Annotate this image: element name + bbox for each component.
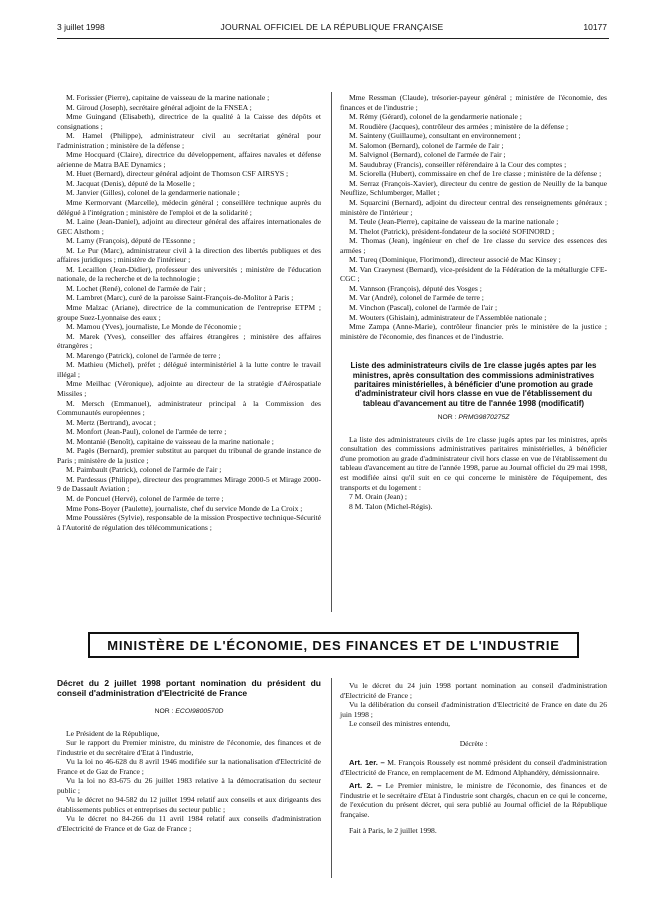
appointee-entry: M. Jacquat (Denis), député de la Moselle ; [66, 178, 195, 188]
appointee-entry: M. Pagès (Bernard), premier substitut au parquet du tribunal de grande instance de Paris ; ministère de la justice ; [57, 446, 321, 465]
appointee-entry: M. de Poncuel (Hervé), colonel de l'armée de terre ; [66, 493, 224, 503]
decree-article-2 [340, 781, 607, 819]
appointee-entry: M. Marengo (Patrick), colonel de l'armée de terre ; [66, 350, 221, 360]
header-rule [57, 38, 609, 39]
header-page-number: 10177 [583, 22, 607, 32]
appointee-entry: M. Forissier (Pierre), capitaine de vaisseau de la marine nationale ; [66, 93, 270, 102]
appointee-entry: M. Salomon (Bernard), colonel de l'armée de l'air ; [349, 140, 504, 150]
appointee-entry: M. Mathieu (Michel), préfet ; délégué interministériel à la lutte contre le travail illégal ; [57, 360, 321, 379]
appointee-entry: Mme Zampa (Anne-Marie), contrôleur financier près le ministère de la justice ; ministère de l'économie, des finances et de l'industrie. [340, 322, 607, 341]
decree-title: Décret du 2 juillet 1998 portant nomination du président du conseil d'administration d'Electricité de France [57, 678, 321, 698]
list-title: Liste des administrateurs civils de 1re classe jugés aptes par les ministres, après consultation des commissions administratives paritaires ministérielles, à bénéficier d'une promotion au grade d'administrateur civil hors classe en vue de l'établissement du tableau d'avancement au titre de l'année 1998 (modificatif) [350, 361, 597, 408]
column-1-list [57, 93, 321, 532]
appointee-entry: M. Thelot (Patrick), président-fondateur de la société SOFINORD ; [349, 226, 555, 236]
appointee-entry: M. Janvier (Gilles), colonel de la gendarmerie nationale ; [66, 188, 240, 198]
appointee-entry: M. Mertz (Bertrand), avocat ; [66, 417, 156, 427]
appointee-entry: Mme Guingand (Elisabeth), directrice de la qualité à la Caisse des dépôts et consignations ; [57, 112, 321, 131]
appointee-entry: M. Laine (Jean-Daniel), adjoint au directeur général des affaires internationales de GEC Alsthom ; [57, 217, 321, 236]
list-entry: 8 M. Talon (Michel-Régis). [349, 501, 433, 511]
appointee-entry: Mme Poussières (Sylvie), responsable de la mission Prospective technique-Sécurité à l'Autorité de régulation des télécommunications ; [57, 513, 321, 532]
decree-left-column [57, 678, 321, 834]
decree-decrete: Décrète : [459, 738, 488, 748]
appointee-entry: M. Huet (Bernard), directeur général adjoint de Thomson CSF AIRSYS ; [66, 169, 289, 179]
list-nor-code: PRMG9870275Z [458, 414, 510, 422]
appointee-entry: M. Wouters (Ghislain), administrateur de l'Assemblée nationale ; [349, 312, 547, 322]
appointee-entry: M. Tureq (Dominique, Florimond), directeur associé de Mac Kinsey ; [349, 255, 561, 265]
decree-nor-label: NOR : [154, 708, 174, 715]
list-nor-label: NOR : [437, 414, 457, 422]
decree-recital: Vu le décret no 84-266 du 11 avril 1984 relatif aux conseils d'administration d'Electricité de France et de Gaz de France ; [57, 814, 321, 834]
column-divider [331, 678, 332, 878]
list-nor [340, 413, 607, 423]
appointee-entry: M. Teule (Jean-Pierre), capitaine de vaisseau de la marine nationale ; [349, 217, 559, 227]
article-2-label: Art. 2. – [349, 781, 382, 791]
appointee-entry: Mme Ressman (Claude), trésorier-payeur général ; ministère de l'économie, des finances et de l'industrie ; [340, 93, 607, 112]
header-journal-title: JOURNAL OFFICIEL DE LA RÉPUBLIQUE FRANÇAISE [220, 22, 444, 32]
page-header [57, 22, 607, 36]
appointee-entry: M. Var (André), colonel de l'armée de terre ; [349, 293, 484, 303]
article-2-text: Le Premier ministre, le ministre de l'économie, des finances et de l'industrie et le secrétaire d'Etat à l'industrie sont chargés, chacun en ce qui le concerne, de l'exécution du présent décret, qui sera publié au Journal officiel de la République française. [340, 781, 607, 820]
decree-nor [57, 707, 321, 717]
appointee-entry: M. Thomas (Jean), ingénieur en chef de 1re classe du service des essences des armées ; [340, 236, 607, 255]
appointee-entry: M. Mersch (Emmanuel), administrateur principal à la Commission des Communautés européennes ; [57, 398, 321, 418]
appointee-entry: Mme Kermorvant (Marcelle), médecin général ; conseillère technique auprès du délégué à l'intégration ; ministère de l'emploi et de la solidarité ; [57, 198, 321, 217]
appointee-entry: M. Montanié (Benoît), capitaine de vaisseau de la marine nationale ; [66, 436, 274, 446]
column-2-list [340, 93, 607, 511]
list-body: La liste des administrateurs civils de 1re classe jugés aptes par les ministres, après consultation des commissions administratives paritaires ministérielles, à bénéficier d'une promotion au grade d'administrateur civil hors classe en vue de l'établissement du tableau d'avancement au titre de l'année 1998, parue au Journal officiel du 29 mai 1998, est modifiée ainsi qu'il suit en ce qui concerne le ministère de l'équipement, des transports et du logement : [340, 434, 607, 492]
appointee-entry: M. Sciorella (Hubert), commissaire en chef de 1re classe ; ministère de la défense ; [349, 169, 602, 179]
appointee-entry: M. Salvignol (Bernard), colonel de l'armée de l'air ; [349, 150, 506, 160]
column-2-entries [340, 93, 607, 341]
decree-recital: Vu le décret no 94-582 du 12 juillet 1994 relatif aux conseils et aux dirigeants des établissements publics et entreprises du secteur public ; [57, 795, 321, 814]
appointee-entry: M. Lochet (René), colonel de l'armée de l'air ; [66, 283, 206, 293]
decree-nor-code: ECOI9800570D [175, 708, 224, 715]
appointee-entry: M. Paimbault (Patrick), colonel de l'armée de l'air ; [66, 465, 222, 475]
list-entry: 7 M. Orain (Jean) ; [349, 492, 407, 502]
appointee-entry: M. Roudière (Jacques), contrôleur des armées ; ministère de la défense ; [349, 121, 569, 131]
appointee-entry: M. Sainteny (Guillaume), consultant en environnement ; [349, 131, 521, 141]
appointee-entry: M. Marek (Yves), conseiller des affaires étrangères ; ministère des affaires étrangères ; [57, 331, 321, 351]
appointee-entry: M. Squarcini (Bernard), adjoint du directeur central des renseignements généraux ; ministère de l'intérieur ; [340, 198, 607, 217]
appointee-entry: M. Pardessus (Philippe), directeur des programmes Mirage 2000-5 et Mirage 2000-9 de Dassault Aviation ; [57, 474, 321, 494]
article-1-label: Art. 1er. – [349, 758, 385, 768]
appointee-entry: M. Giroud (Joseph), secrétaire général adjoint de la FNSEA ; [66, 102, 252, 112]
decree-recital: Vu la loi no 83-675 du 26 juillet 1983 relative à la démocratisation du secteur public ; [57, 776, 321, 795]
appointee-entry: M. Vinchon (Pascal), colonel de l'armée de l'air ; [349, 303, 498, 313]
ministry-heading: MINISTÈRE DE L'ÉCONOMIE, DES FINANCES ET DE L'INDUSTRIE [88, 632, 579, 658]
header-date: 3 juillet 1998 [57, 22, 105, 32]
decree-recital: Vu la délibération du conseil d'administration d'Electricité de France en date du 26 juin 1998 ; [340, 700, 607, 719]
article-1-text: M. François Roussely est nommé président du conseil d'administration d'Electricité de France, en remplacement de M. Edmond Alphandéry, démissionnaire. [340, 758, 607, 777]
decree-recital: Vu la loi no 46-628 du 8 avril 1946 modifiée sur la nationalisation d'Electricité de France et de Gaz de France ; [57, 757, 321, 776]
appointee-entry: M. Monfort (Jean-Paul), colonel de l'armée de terre ; [66, 427, 227, 437]
appointee-entry: M. Le Pur (Marc), administrateur civil à la direction des libertés publiques et des affaires juridiques ; ministère de l'intérieur ; [57, 245, 321, 265]
column-divider [331, 92, 332, 612]
decree-recital: Vu le décret du 24 juin 1998 portant nomination au conseil d'administration d'Electricité de France ; [340, 681, 607, 700]
decree-recital: Sur le rapport du Premier ministre, du ministre de l'économie, des finances et de l'industrie et du secrétaire d'Etat à l'industrie, [57, 738, 321, 757]
appointee-entry: Mme Pons-Boyer (Paulette), journaliste, chef du service Monde de La Croix ; [66, 503, 303, 513]
appointee-entry: M. Saudubray (Francis), conseiller référendaire à la Cour des comptes ; [349, 159, 567, 169]
appointee-entry: M. Lamy (François), député de l'Essonne ; [66, 236, 196, 246]
appointee-entry: M. Rémy (Gérard), colonel de la gendarmerie nationale ; [349, 112, 522, 122]
appointee-entry: M. Mamou (Yves), journaliste, Le Monde de l'économie ; [66, 322, 242, 332]
decree-article-1 [340, 758, 607, 777]
appointee-entry: M. Hamel (Philippe), administrateur civil au secrétariat général pour l'administration ; ministère de la défense ; [57, 131, 321, 150]
decree-recital: Le conseil des ministres entendu, [349, 719, 451, 729]
appointee-entry: M. Lambret (Marc), curé de la paroisse Saint-François-de-Molitor à Paris ; [66, 293, 294, 303]
appointee-entry: M. Lecaillon (Jean-Didier), professeur des universités ; ministère de l'éducation nationale, de la recherche et de la technologie ; [57, 264, 321, 284]
appointee-entry: Mme Hocquard (Claire), directrice du développement, affaires navales et défense aérienne de Matra BAE Dynamics ; [57, 150, 321, 169]
appointee-entry: Mme Meilhac (Véronique), adjointe au directeur de la stratégie d'Aérospatiale Missiles ; [57, 379, 321, 398]
appointee-entry: Mme Malzac (Ariane), directrice de la communication de l'entreprise ETPM ; groupe Suez-Lyonnaise des eaux ; [57, 303, 321, 322]
appointee-entry: M. Serraz (François-Xavier), directeur du centre de gestion de Neuilly de la banque Neuflize, Schlumberger, Mallet ; [340, 178, 607, 198]
appointee-entry: M. Vannson (François), député des Vosges ; [349, 283, 482, 293]
decree-signature: Fait à Paris, le 2 juillet 1998. [349, 825, 437, 835]
decree-recital: Le Président de la République, [66, 728, 160, 738]
appointee-entry: M. Van Craeynest (Bernard), vice-président de la Fédération de la métallurgie CFE-CGC ; [340, 264, 607, 284]
decree-right-column [340, 681, 607, 835]
